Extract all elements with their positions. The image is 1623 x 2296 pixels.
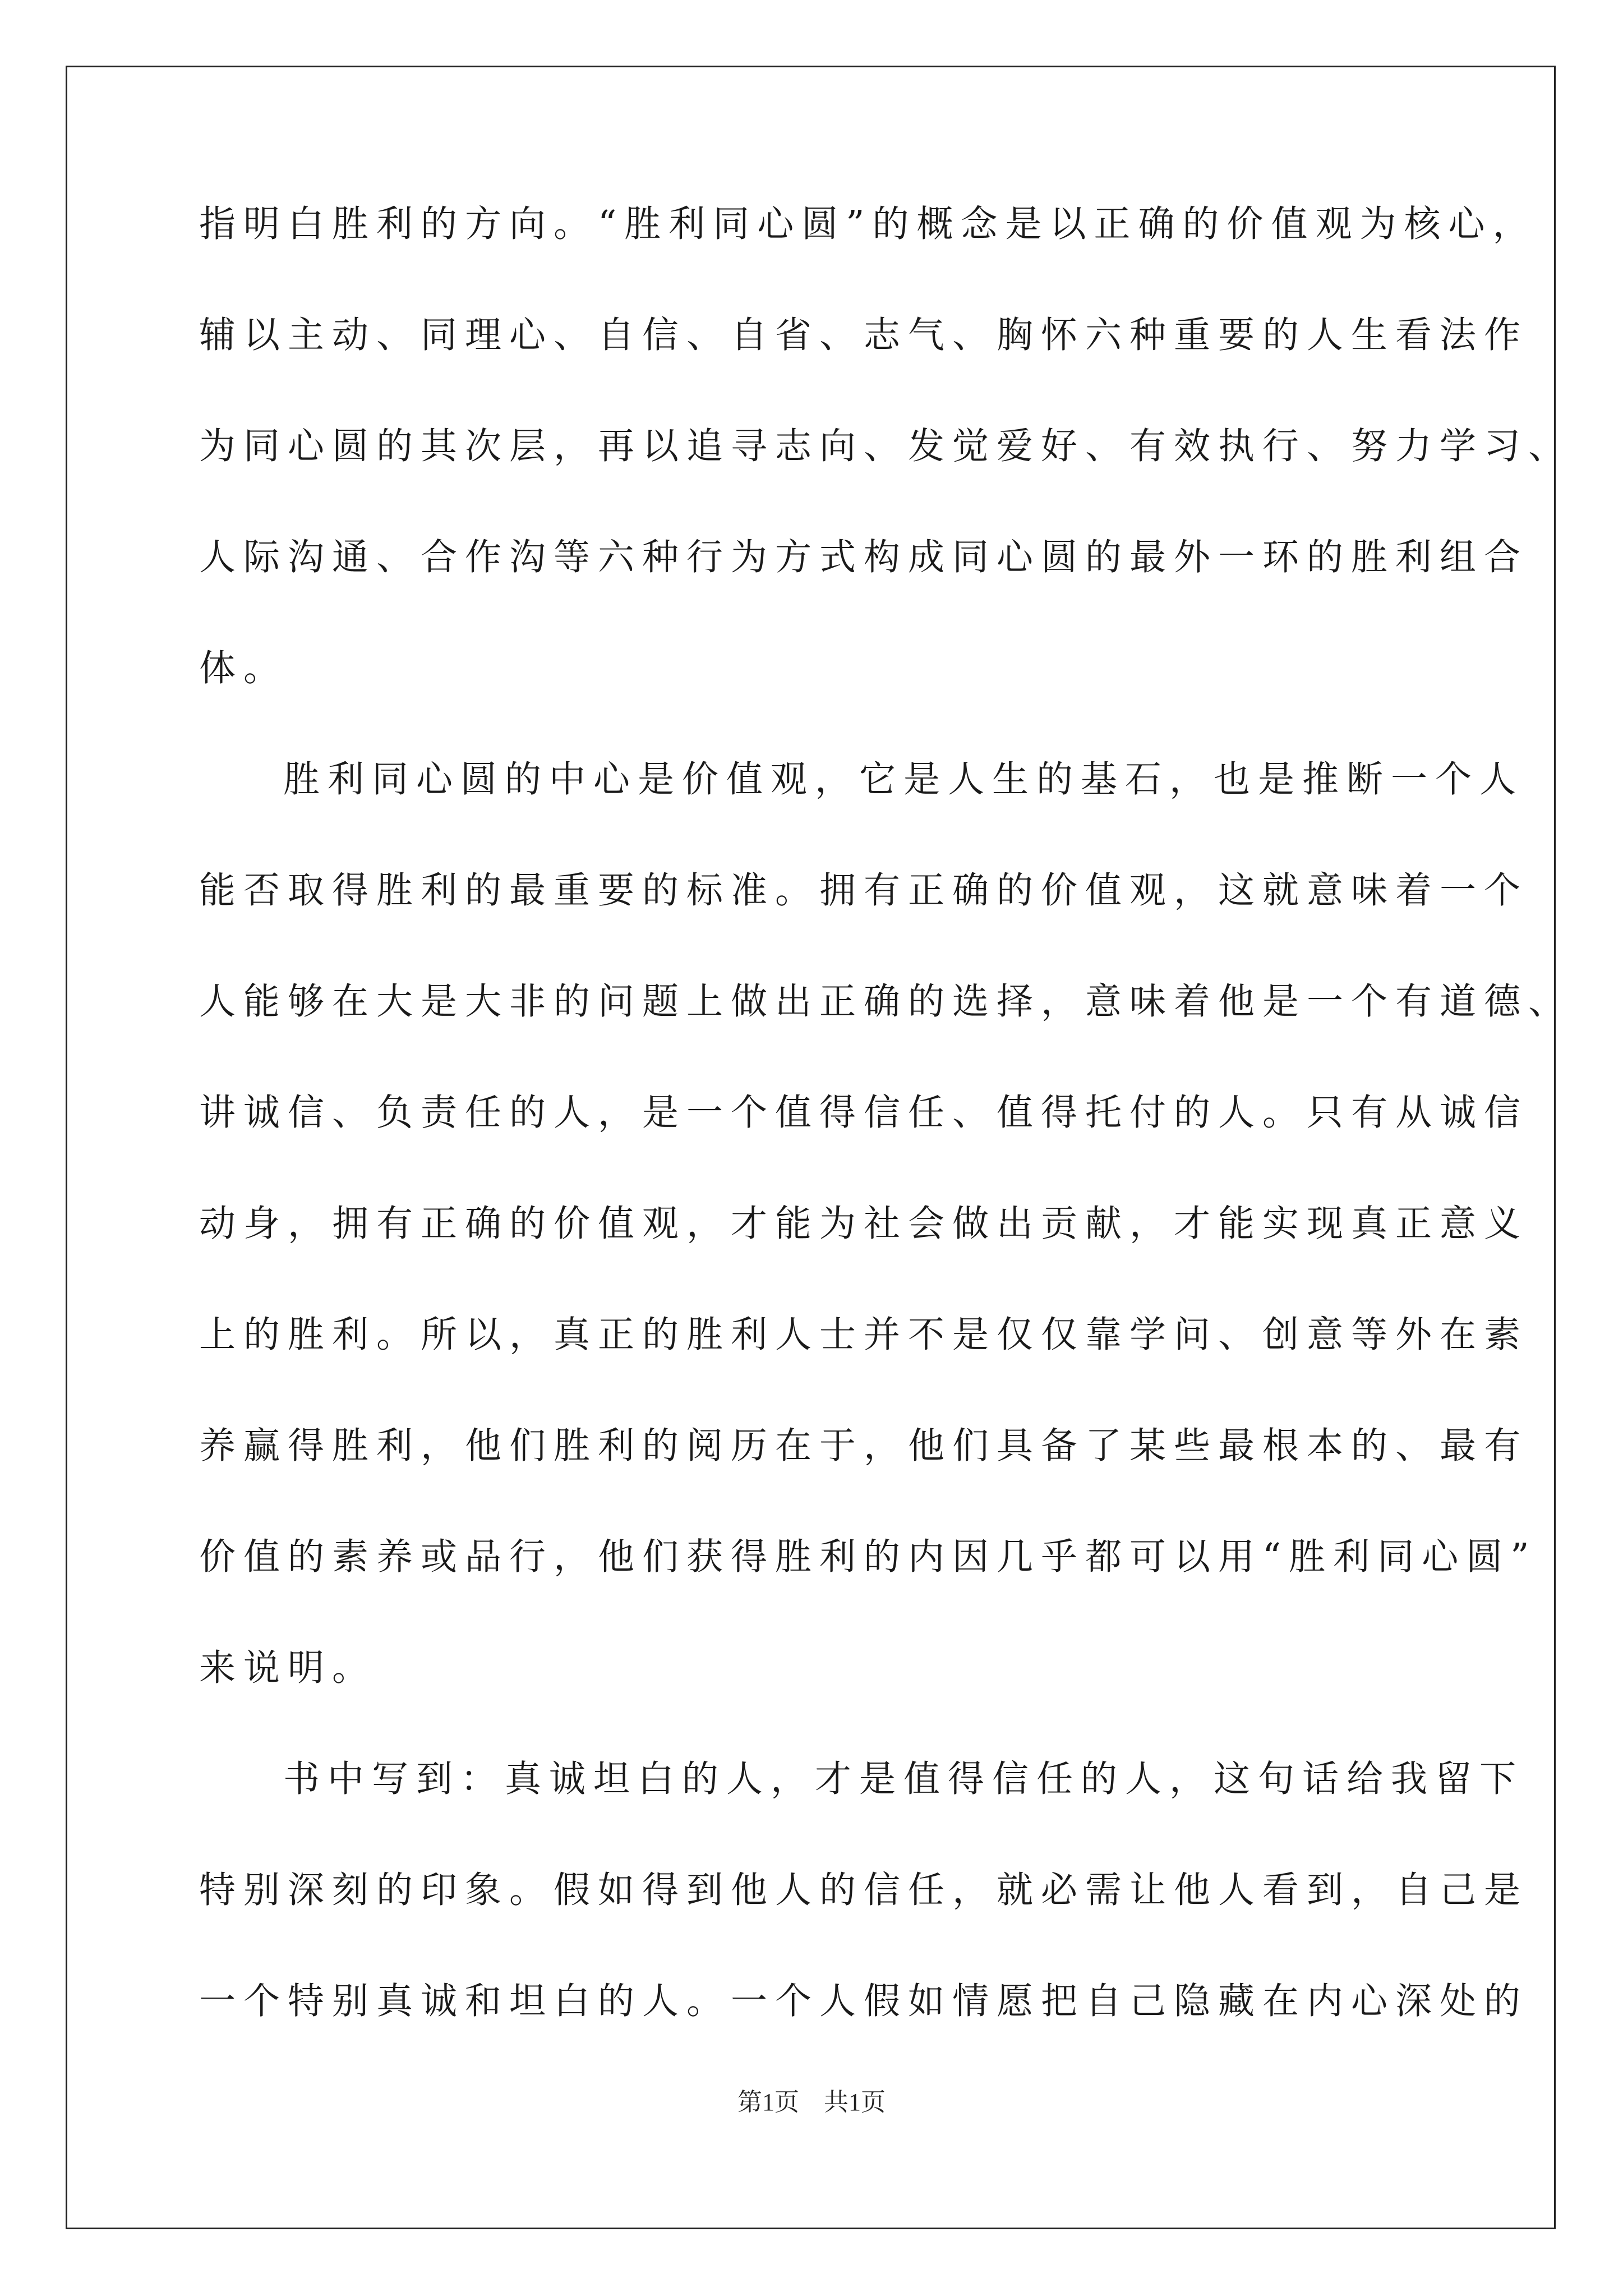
text-line: 来说明。 xyxy=(199,1647,377,1689)
text-line: 养赢得胜利，他们胜利的阅历在于，他们具备了某些最根本的、最有 xyxy=(199,1425,1529,1467)
text-line: 人际沟通、合作沟等六种行为方式构成同心圆的最外一环的胜利组合 xyxy=(199,536,1529,578)
text-line: 讲诚信、负责任的人，是一个值得信任、值得托付的人。只有从诚信 xyxy=(199,1092,1529,1134)
paragraph-first-line: 胜利同心圆的中心是价值观，它是人生的基石，也是推断一个人 xyxy=(283,758,1524,800)
text-line: 指明白胜利的方向。“胜利同心圆”的概念是以正确的价值观为核心， xyxy=(199,203,1537,245)
text-line: 体。 xyxy=(199,647,288,689)
text-line: 为同心圆的其次层，再以追寻志向、发觉爱好、有效执行、努力学习、 xyxy=(199,425,1573,467)
text-line: 能否取得胜利的最重要的标准。拥有正确的价值观，这就意味着一个 xyxy=(199,869,1529,912)
page-number-footer: 第1页 共1页 xyxy=(737,2088,886,2116)
text-line: 人能够在大是大非的问题上做出正确的选择，意味着他是一个有道德、 xyxy=(199,981,1573,1023)
text-line: 动身，拥有正确的价值观，才能为社会做出贡献，才能实现真正意义 xyxy=(199,1203,1529,1245)
text-line: 特别深刻的印象。假如得到他人的信任，就必需让他人看到，自己是 xyxy=(199,1869,1529,1911)
text-line: 价值的素养或品行，他们获得胜利的内因几乎都可以用“胜利同心圆” xyxy=(199,1536,1537,1578)
text-line: 一个特别真诚和坦白的人。一个人假如情愿把自己隐藏在内心深处的 xyxy=(199,1980,1529,2022)
paragraph-first-line: 书中写到：真诚坦白的人，才是值得信任的人，这句话给我留下 xyxy=(283,1758,1524,1800)
text-line: 辅以主动、同理心、自信、自省、志气、胸怀六种重要的人生看法作 xyxy=(199,314,1529,356)
text-line: 上的胜利。所以，真正的胜利人士并不是仅仅靠学问、创意等外在素 xyxy=(199,1314,1529,1356)
